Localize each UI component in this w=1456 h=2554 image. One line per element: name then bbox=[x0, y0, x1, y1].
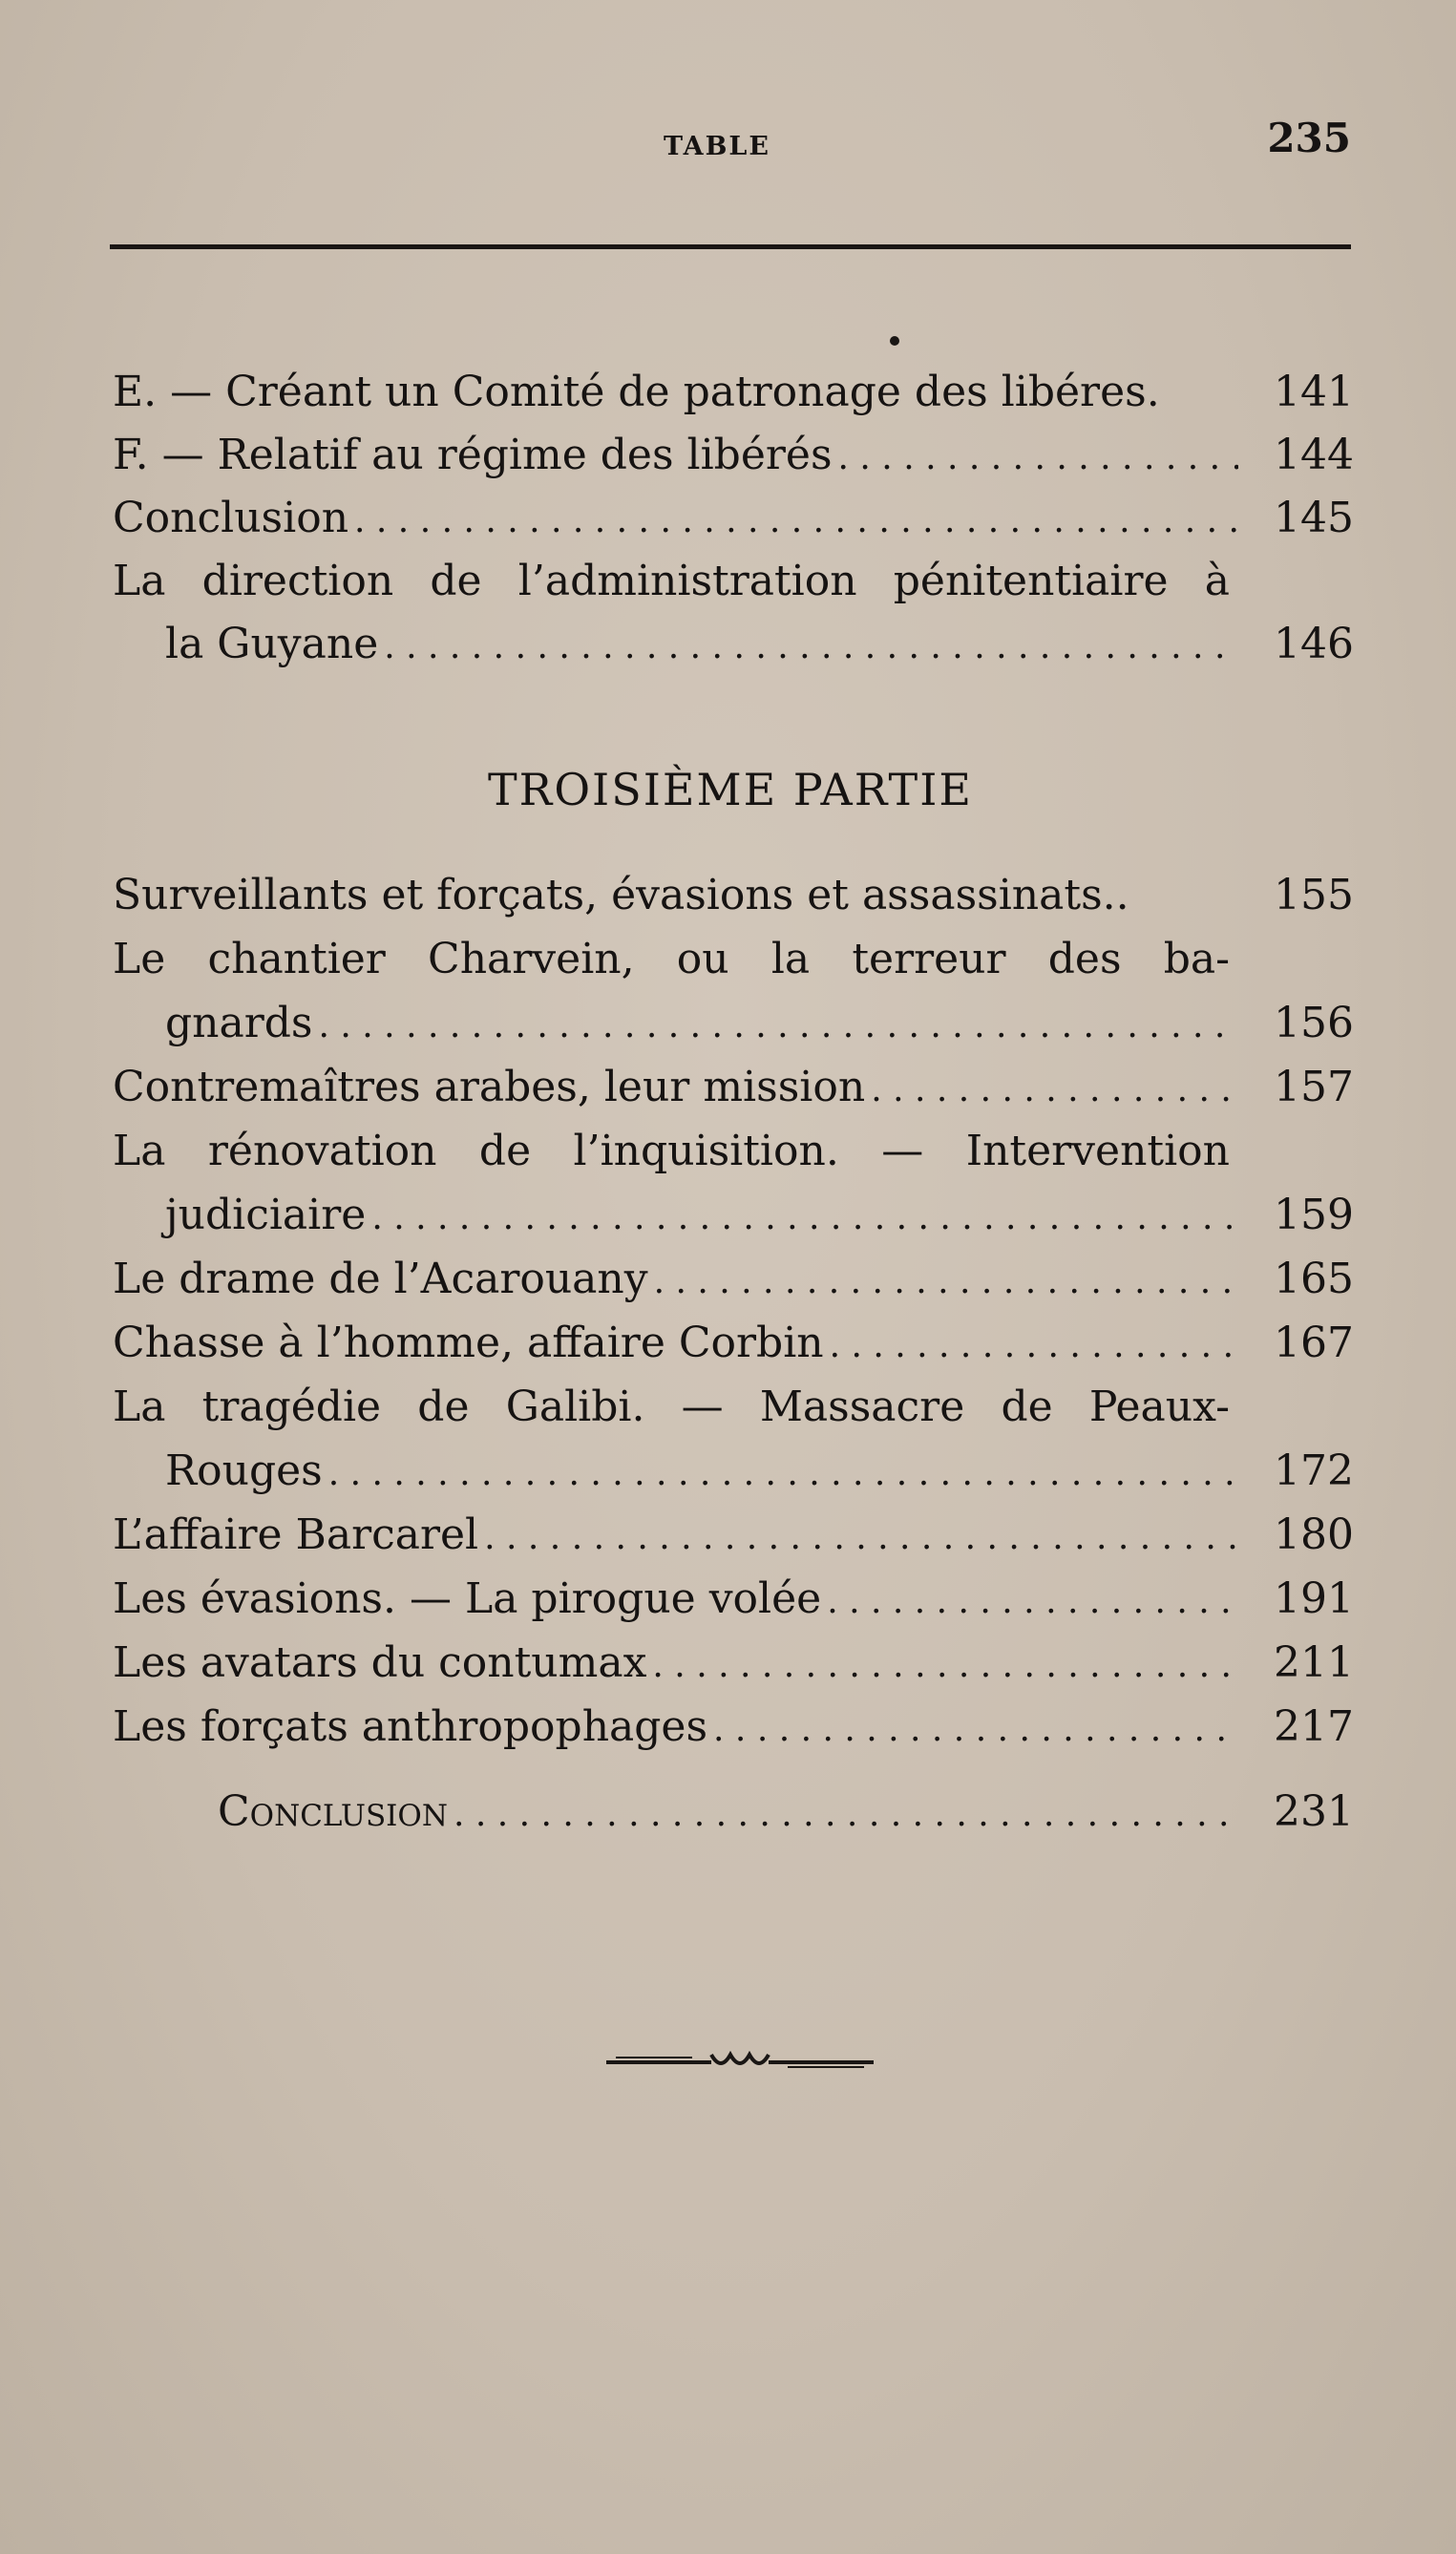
dot-leader bbox=[328, 1454, 1238, 1493]
toc-entry-text: Chasse à l’homme, affaire Corbin bbox=[113, 1319, 824, 1367]
dot-leader bbox=[354, 501, 1238, 540]
dot-leader bbox=[871, 1070, 1238, 1109]
toc-entry-page: 180 bbox=[1274, 1510, 1354, 1559]
toc-entry bbox=[113, 431, 1354, 494]
dot-leader bbox=[484, 1518, 1238, 1557]
toc-entry-conclusion bbox=[113, 1787, 1354, 1850]
toc-entry-text: Contremaîtres arabes, leur mission bbox=[113, 1063, 866, 1111]
toc-entry bbox=[113, 935, 1354, 998]
dot-leader bbox=[830, 1326, 1238, 1365]
toc-entry-page: 141 bbox=[1274, 368, 1354, 416]
toc-entry bbox=[113, 1383, 1354, 1446]
dot-leader bbox=[454, 1795, 1238, 1834]
header-rule bbox=[110, 244, 1351, 249]
toc-entry-text: La direction de l’administration pénitentiaire à bbox=[113, 557, 1230, 605]
toc-entry-text: Les avatars du contumax bbox=[113, 1638, 647, 1687]
toc-entry bbox=[113, 494, 1354, 557]
toc-entry-text: La tragédie de Galibi. — Massacre de Peaux- bbox=[113, 1383, 1230, 1431]
toc-entry-page: 191 bbox=[1274, 1574, 1354, 1623]
toc-entry-text: gnards bbox=[165, 999, 313, 1047]
toc-entry-text: la Guyane bbox=[165, 620, 379, 668]
dot-leader bbox=[384, 627, 1238, 666]
toc-entry-text: Conclusion bbox=[218, 1787, 448, 1836]
toc-entry-text: Rouges bbox=[165, 1446, 323, 1495]
toc-entry-text: F. — Relatif au régime des libérés bbox=[113, 431, 833, 479]
toc-entry bbox=[113, 1127, 1354, 1190]
toc-entry bbox=[113, 999, 1354, 1062]
running-title: TABLE bbox=[664, 132, 770, 161]
dot-leader bbox=[652, 1646, 1238, 1685]
toc-entry bbox=[113, 1446, 1354, 1509]
toc-entry bbox=[113, 557, 1354, 620]
toc-entry-page: 211 bbox=[1274, 1638, 1354, 1687]
toc-entry-page: 157 bbox=[1274, 1063, 1354, 1111]
toc-entry-text: La rénovation de l’inquisition. — Intervention bbox=[113, 1127, 1230, 1175]
toc-entry-page: 165 bbox=[1274, 1255, 1354, 1303]
toc-entry bbox=[113, 1255, 1354, 1318]
toc-entry-text: Les évasions. — La pirogue volée bbox=[113, 1574, 822, 1623]
dot-leader bbox=[654, 1262, 1238, 1301]
toc-entry-page: 146 bbox=[1274, 620, 1354, 668]
toc-entry-page: 172 bbox=[1274, 1446, 1354, 1495]
toc-entry bbox=[113, 368, 1354, 431]
toc-entry bbox=[113, 1510, 1354, 1573]
page-number: 235 bbox=[1267, 115, 1351, 161]
toc-entry bbox=[113, 1574, 1354, 1637]
toc-entry-page: 217 bbox=[1274, 1702, 1354, 1751]
toc-entry-text: Le drame de l’Acarouany bbox=[113, 1255, 648, 1303]
toc-entry bbox=[113, 1638, 1354, 1701]
toc-entry bbox=[113, 1191, 1354, 1254]
toc-entry bbox=[113, 620, 1354, 683]
toc-entry-text: E. — Créant un Comité de patronage des libéres. bbox=[113, 368, 1160, 416]
printer-mark bbox=[890, 336, 899, 346]
toc-entry-text: Surveillants et forçats, évasions et assassinats.. bbox=[113, 871, 1129, 919]
toc-entry-text: Conclusion bbox=[113, 494, 349, 542]
toc-entry-text: Les forçats anthropophages bbox=[113, 1702, 708, 1751]
toc-entry bbox=[113, 1319, 1354, 1382]
toc-entry-page: 155 bbox=[1274, 871, 1354, 919]
toc-entry-text: judiciaire bbox=[165, 1191, 367, 1239]
dot-leader bbox=[838, 438, 1238, 477]
toc-entry-page: 159 bbox=[1274, 1191, 1354, 1239]
toc-entry-text: L’affaire Barcarel bbox=[113, 1510, 479, 1559]
toc-entry-page: 167 bbox=[1274, 1319, 1354, 1367]
dot-leader bbox=[371, 1198, 1238, 1237]
dot-leader bbox=[713, 1710, 1238, 1749]
dot-leader bbox=[319, 1006, 1238, 1045]
toc-entry bbox=[113, 1063, 1354, 1126]
toc-entry-page: 144 bbox=[1274, 431, 1354, 479]
running-head bbox=[110, 115, 1351, 172]
toc-entry-page: 231 bbox=[1274, 1787, 1354, 1836]
section-title: TROISIÈME PARTIE bbox=[488, 764, 973, 815]
ornament-icon bbox=[606, 2043, 874, 2081]
toc-entry-text: Le chantier Charvein, ou la terreur des ba- bbox=[113, 935, 1230, 983]
dot-leader bbox=[827, 1582, 1238, 1621]
toc-entry-page: 156 bbox=[1274, 999, 1354, 1047]
toc-entry bbox=[113, 1702, 1354, 1765]
toc-entry bbox=[113, 871, 1354, 934]
toc-entry-page: 145 bbox=[1274, 494, 1354, 542]
